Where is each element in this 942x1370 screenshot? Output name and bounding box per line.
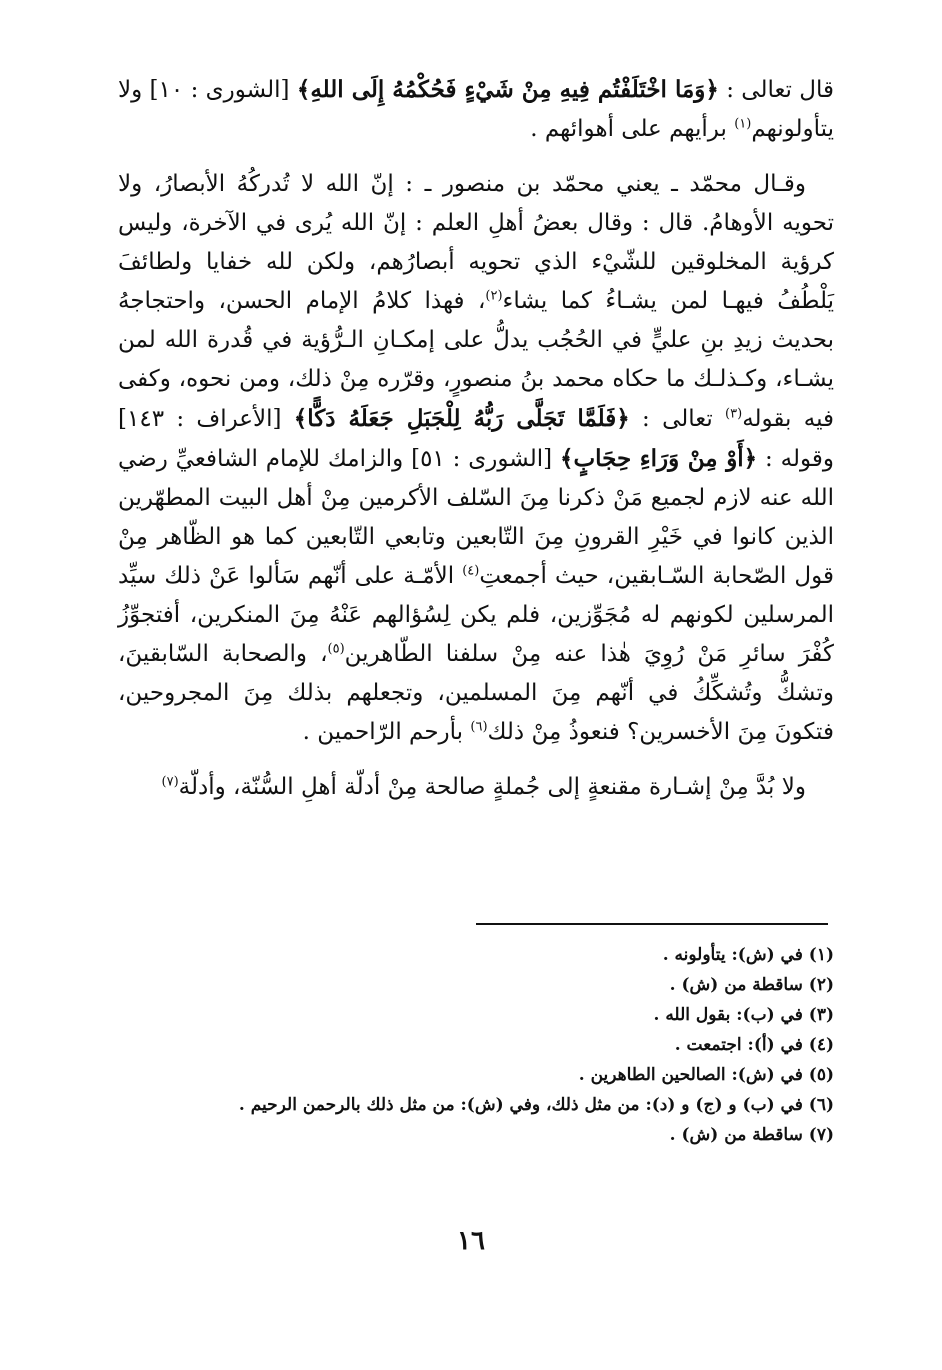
paragraph-3 xyxy=(118,768,834,807)
text-span: بأرحم الرّاحمين . xyxy=(302,719,471,745)
text-span: الأمّـة على أنّهم سَألوا عَنْ ذلك سيِّد المرسلين لكونهم له مُجَوِّزين، فلم يكن لِسُؤالهم عَنْهُ مِنَ المنكرين، أفتجوِّزُ كُفْرَ سائرِ مَنْ رُوِيَ هٰذا عنه مِنْ سلفنا الطّاهرين xyxy=(118,563,834,667)
footnote-ref: (٧) xyxy=(161,774,179,790)
footnote-ref: (٦) xyxy=(470,719,488,735)
text-span: برأيهم على أهوائهم . xyxy=(530,116,735,142)
footnote-ref: (٤) xyxy=(462,563,480,579)
text-span: [الأعراف : ١٤٣] وقوله : xyxy=(118,406,834,472)
footnote-divider xyxy=(476,923,828,925)
quran-verse: ﴿فَلَمَّا تَجَلَّى رَبُّهُ لِلْجَبَلِ جَعَلَهُ دَكًّا﴾ xyxy=(293,405,630,432)
footnote-ref: (١) xyxy=(734,116,752,132)
paragraph-1 xyxy=(118,70,834,149)
text-span: ، والصحابة السّابقينَ، وتشكُّ وتُشكِّكُ في أنّهم مِنَ المسلمين، وتجعلهم بذلك مِنَ المجروحين، فتكونَ مِنَ الأخسرين؟ فنعوذُ مِنْ ذلك xyxy=(118,641,834,745)
text-span: [الشورى : ١٠] ولا يتأولونهم xyxy=(118,77,834,142)
paragraph-2 xyxy=(118,165,834,752)
quran-verse: ﴿وَمَا اخْتَلَفْتُم فِيهِ مِنْ شَيْءٍ فَحُكْمُهُ إِلَى اللهِ﴾ xyxy=(296,76,719,103)
footnotes-list xyxy=(120,940,834,1150)
footnote-ref: (٢) xyxy=(485,288,503,304)
quran-verse: ﴿أَوْ مِنْ وَرَاءِ حِجَابٍ﴾ xyxy=(560,445,758,472)
footnote-item: (٥) في (ش): الصالحين الطاهرين . xyxy=(578,1065,834,1085)
footnote-item: (٤) في (أ): اجتمعت . xyxy=(674,1035,834,1055)
footnote-item: (٣) في (ب): بقول الله . xyxy=(653,1005,834,1025)
footnote-ref: (٥) xyxy=(327,641,345,657)
text-span: تعالى : xyxy=(629,406,726,432)
text-span: قال تعالى : xyxy=(718,77,834,103)
text-span: [الشورى : ٥١] والزامك للإمام الشافعيِّ رضي الله عنه لازم لجميع مَنْ ذكرنا مِنَ السّلف الأكرمين مِنْ أهل البيت المطهّرين الذين كانوا في خَيْرِ القرونِ مِنَ التّابعين وتابعي التّابعين كما هو الظّاهر مِنْ قول الصّحابة السّـابقين، حيث أجمعتِ xyxy=(118,446,834,589)
page-number: ١٦ xyxy=(457,1226,485,1256)
footnote-item: (٧) ساقطة من (ش) . xyxy=(669,1125,834,1145)
text-span: ولا بُدَّ مِنْ إشـارة مقنعةٍ إلى جُملةٍ صالحة مِنْ أدلّة أهلِ السُّنّة، وأدلّة xyxy=(178,774,806,800)
footnote-item: (٦) في (ب) و (ج) و (د): من مثل ذلك، وفي (ش): من مثل ذلك بالرحمن الرحيم . xyxy=(238,1095,834,1115)
footnote-item: (١) في (ش): يتأولونه . xyxy=(662,945,834,965)
text-span: ، فهذا كلامُ الإمام الحسن، واحتجاجهُ بحديث زيدِ بنِ عليٍّ في الحُجُب يدلُّ على إمكـانِ الـرُّؤية في قُدرة الله لمن يشـاء، وكـذلـك ما حكاه محمد بنُ منصورٍ، وقرّره مِنْ ذلك، ومن نحوه، وكفى فيه بقوله xyxy=(118,288,834,432)
body-text xyxy=(118,70,834,807)
text-span: وقـال محمّد ـ يعني محمّد بن منصور ـ : إنّ الله لا تُدركُهُ الأبصارُ، ولا تحويه الأوهامُ. قال : وقال بعضُ أهلِ العلم : إنّ الله يُرى في الآخرة، وليس كرؤية المخلوقين للشّيْء الذي تحويه أبصارُهم، ولكن لله خفايا ولطائفَ يَلْطُفُ فيهـا لمن يشـاءُ كما يشاء xyxy=(118,171,834,314)
footnote-ref: (٣) xyxy=(725,406,743,422)
footnote-item: (٢) ساقطة من (ش) . xyxy=(669,975,834,995)
